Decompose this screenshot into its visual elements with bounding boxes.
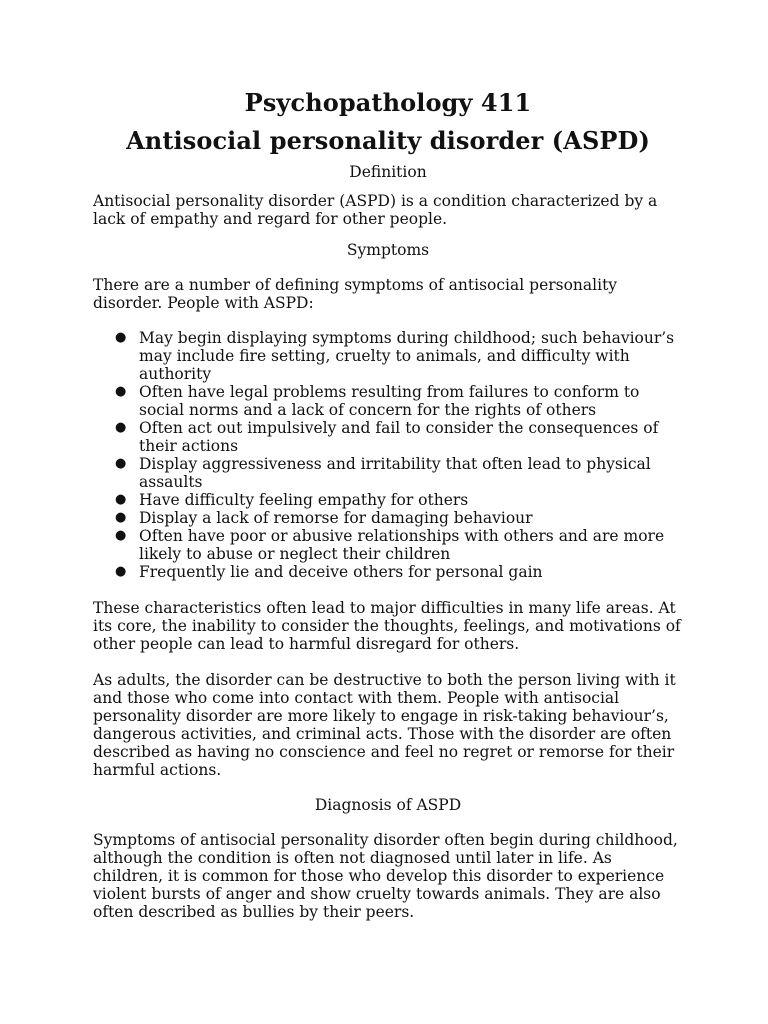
definition-heading: Definition <box>349 163 427 181</box>
symptoms-list <box>93 329 683 581</box>
definition-paragraph: Antisocial personality disorder (ASPD) is a condition characterized by a lack of empathy and regard for other people. <box>93 192 658 228</box>
list-item-text: Display a lack of remorse for damaging behaviour <box>139 509 533 527</box>
characteristics-paragraph: These characteristics often lead to major difficulties in many life areas. At its core, the inability to consider the thoughts, feelings, and motivations of other people can lead to harmful disregard for others. <box>93 599 681 653</box>
bullet-icon: ● <box>115 564 127 579</box>
list-item <box>115 491 683 509</box>
list-item-text: Often have poor or abusive relationships with others and are more likely to abuse or neglect their children <box>139 527 665 563</box>
list-item-text: Often act out impulsively and fail to consider the consequences of their actions <box>139 419 659 455</box>
diagnosis-paragraph: Symptoms of antisocial personality disorder often begin during childhood, although the condition is often not diagnosed until later in life. As children, it is common for those who develop this disorder to experience violent bursts of anger and show cruelty towards animals. They are also often described as bullies by their peers. <box>93 831 678 921</box>
bullet-icon: ● <box>115 330 127 345</box>
bullet-icon: ● <box>115 492 127 507</box>
list-item-text: Often have legal problems resulting from failures to conform to social norms and a lack of concern for the rights of others <box>139 383 640 419</box>
list-item <box>115 329 683 383</box>
list-item-text: Frequently lie and deceive others for personal gain <box>139 563 543 581</box>
list-item-text: May begin displaying symptoms during childhood; such behaviour’s may include fire setting, cruelty to animals, and difficulty with authority <box>139 329 675 383</box>
document-title: Psychopathology 411 <box>244 88 532 117</box>
diagnosis-heading: Diagnosis of ASPD <box>314 796 462 814</box>
list-item <box>115 563 683 581</box>
bullet-icon: ● <box>115 384 127 399</box>
document-page <box>93 84 683 921</box>
list-item-text: Have difficulty feeling empathy for others <box>139 491 469 509</box>
document-subtitle: Antisocial personality disorder (ASPD) <box>126 126 650 155</box>
bullet-icon: ● <box>115 456 127 471</box>
adults-paragraph: As adults, the disorder can be destructive to both the person living with it and those who come into contact with them. People with antisocial personality disorder are more likely to engage in risk-taking behaviour’s, dangerous activities, and criminal acts. Those with the disorder are often described as having no conscience and feel no regret or remorse for their harmful actions. <box>93 671 676 779</box>
bullet-icon: ● <box>115 510 127 525</box>
list-item <box>115 455 683 491</box>
bullet-icon: ● <box>115 528 127 543</box>
list-item <box>115 527 683 563</box>
symptoms-intro-paragraph: There are a number of defining symptoms of antisocial personality disorder. People with ASPD: <box>93 276 618 312</box>
list-item <box>115 509 683 527</box>
list-item <box>115 383 683 419</box>
symptoms-heading: Symptoms <box>346 241 430 259</box>
bullet-icon: ● <box>115 420 127 435</box>
list-item <box>115 419 683 455</box>
list-item-text: Display aggressiveness and irritability that often lead to physical assaults <box>139 455 651 491</box>
